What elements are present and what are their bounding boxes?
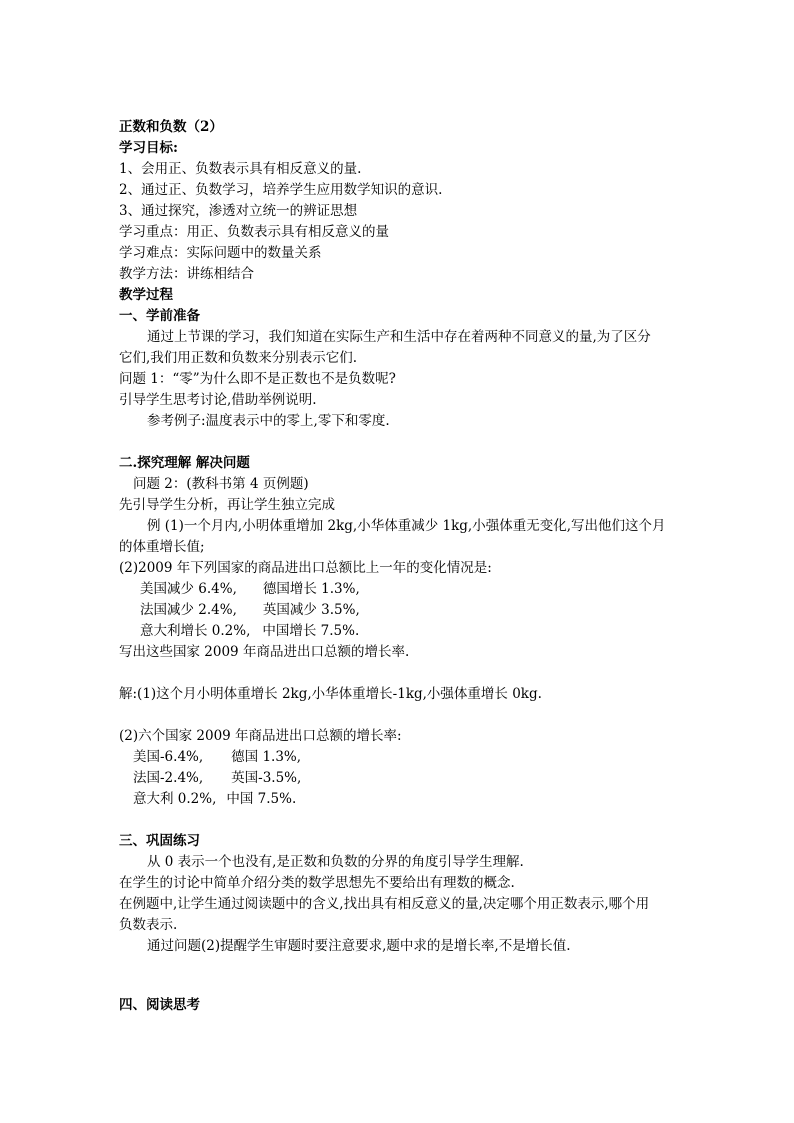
rate-cell: 美国-6.4%, bbox=[133, 749, 204, 765]
change-cell: 英国减少 3.5%, bbox=[262, 602, 360, 618]
change-row bbox=[140, 621, 359, 641]
question2: 问题 2：(教科书第 4 页例题) bbox=[133, 476, 309, 492]
process-heading: 教学过程 bbox=[119, 287, 173, 303]
key-point: 学习重点：用正、负数表示具有相反意义的量 bbox=[119, 224, 389, 240]
section2-heading: 二.探究理解 解决问题 bbox=[119, 455, 250, 471]
rate-cell: 德国 1.3%, bbox=[231, 749, 302, 765]
objective-item: 2、通过正、负数学习，培养学生应用数学知识的意识. bbox=[119, 182, 443, 198]
example1-line2: 的体重增长值; bbox=[119, 539, 205, 555]
objectives-heading: 学习目标: bbox=[119, 140, 178, 156]
change-cell: 法国减少 2.4%, bbox=[140, 602, 237, 618]
example2-line: (2)2009 年下列国家的商品进出口总额比上一年的变化情况是: bbox=[119, 560, 492, 576]
teaching-method: 教学方法：讲练相结合 bbox=[119, 266, 254, 282]
doc-title: 正数和负数（2） bbox=[119, 119, 223, 135]
section4-heading: 四、阅读思考 bbox=[119, 997, 200, 1013]
reference-example: 参考例子:温度表示中的零上,零下和零度. bbox=[147, 413, 390, 429]
example2-ask: 写出这些国家 2009 年商品进出口总额的增长率. bbox=[119, 644, 410, 660]
section3-line3: 在例题中,让学生通过阅读题中的含义,找出具有相反意义的量,决定哪个用正数表示,哪个用 bbox=[119, 896, 650, 912]
rate-row bbox=[133, 768, 301, 788]
rate-row bbox=[133, 789, 296, 809]
section1-para-line2: 它们,我们用正数和负数来分别表示它们. bbox=[119, 350, 358, 366]
guide-text: 引导学生思考讨论,借助举例说明. bbox=[119, 392, 317, 408]
section1-heading: 一、学前准备 bbox=[119, 308, 200, 324]
question1: 问题 1：“零”为什么即不是正数也不是负数呢? bbox=[119, 371, 396, 387]
section3-heading: 三、巩固练习 bbox=[119, 833, 200, 849]
solution1: 解:(1)这个月小明体重增长 2kg,小华体重增长-1kg,小强体重增长 0kg. bbox=[119, 686, 542, 702]
change-cell: 德国增长 1.3%, bbox=[262, 581, 360, 597]
rate-cell: 法国-2.4%, bbox=[133, 770, 204, 786]
rate-cell: 英国-3.5%, bbox=[231, 770, 302, 786]
section3-line2: 在学生的讨论中简单介绍分类的数学思想先不要给出有理数的概念. bbox=[119, 875, 515, 891]
change-cell: 中国增长 7.5%. bbox=[262, 623, 360, 639]
section3-line5: 通过问题(2)提醒学生审题时要注意要求,题中求的是增长率,不是增长值. bbox=[147, 938, 571, 954]
example1-line1: 例 (1)一个月内,小明体重增加 2kg,小华体重减少 1kg,小强体重无变化,写出他们这个月 bbox=[147, 518, 666, 534]
section1-para-line1: 通过上节课的学习，我们知道在实际生产和生活中存在着两种不同意义的量,为了区分 bbox=[147, 329, 651, 345]
section3-line4: 负数表示. bbox=[119, 917, 178, 933]
change-cell: 美国减少 6.4%, bbox=[140, 581, 237, 597]
solution2-intro: (2)六个国家 2009 年商品进出口总额的增长率: bbox=[119, 728, 402, 744]
objective-item: 3、通过探究，渗透对立统一的辨证思想 bbox=[119, 203, 358, 219]
section2-intro: 先引导学生分析，再让学生独立完成 bbox=[119, 497, 335, 513]
objective-item: 1、会用正、负数表示具有相反意义的量. bbox=[119, 161, 362, 177]
rate-cell: 意大利 0.2%, bbox=[133, 791, 217, 807]
change-row bbox=[140, 579, 360, 599]
change-cell: 意大利增长 0.2%, bbox=[140, 623, 251, 639]
difficulty: 学习难点：实际问题中的数量关系 bbox=[119, 245, 322, 261]
section3-line1: 从 0 表示一个也没有,是正数和负数的分界的角度引导学生理解. bbox=[147, 854, 524, 870]
change-row bbox=[140, 600, 360, 620]
rate-row bbox=[133, 747, 301, 767]
rate-cell: 中国 7.5%. bbox=[226, 791, 297, 807]
